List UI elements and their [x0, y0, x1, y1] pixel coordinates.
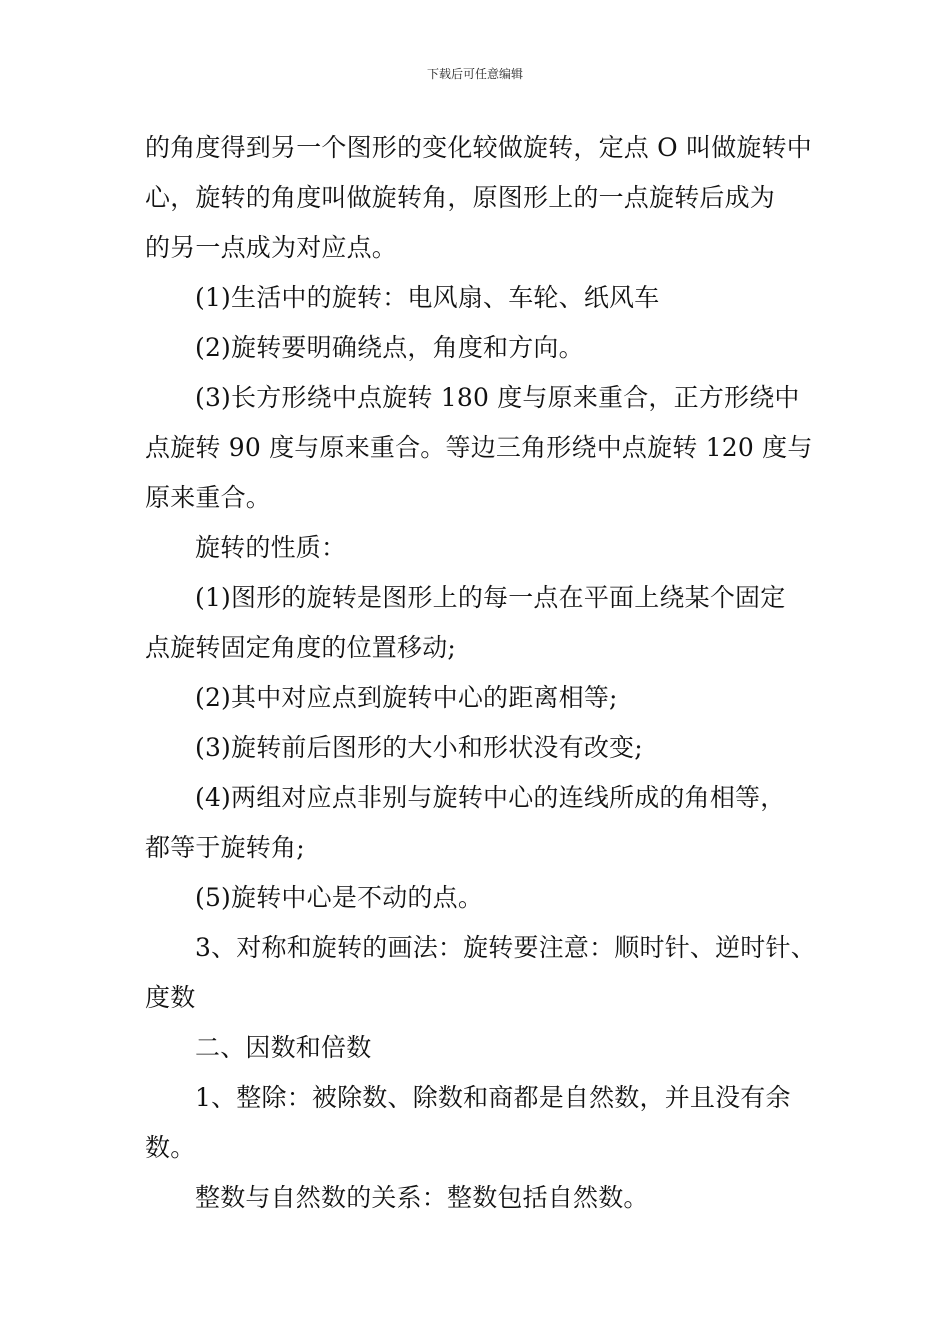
text-line: 旋转的性质： — [195, 533, 347, 562]
text-line: 3、对称和旋转的画法：旋转要注意：顺时针、逆时针、 — [195, 933, 816, 962]
text-line: (3)旋转前后图形的大小和形状没有改变; — [195, 733, 643, 762]
text-line: (1)生活中的旋转：电风扇、车轮、纸风车 — [195, 283, 660, 312]
text-line: 的另一点成为对应点。 — [145, 233, 398, 262]
text-line: 度数 — [145, 983, 196, 1012]
text-line: 数。 — [145, 1133, 196, 1162]
text-line: 二、因数和倍数 — [195, 1033, 372, 1062]
page-header: 下载后可任意编辑 — [426, 67, 523, 81]
text-line: 的角度得到另一个图形的变化较做旋转，定点 O 叫做旋转中 — [145, 133, 812, 162]
text-line: 点旋转固定角度的位置移动; — [145, 633, 457, 662]
text-line: 整数与自然数的关系：整数包括自然数。 — [195, 1183, 649, 1212]
text-line: (3)长方形绕中点旋转 180 度与原来重合，正方形绕中 — [195, 383, 800, 412]
text-line: 都等于旋转角; — [145, 833, 305, 862]
text-line: 心，旋转的角度叫做旋转角，原图形上的一点旋转后成为 — [145, 183, 776, 212]
text-line: 点旋转 90 度与原来重合。等边三角形绕中点旋转 120 度与 — [145, 433, 813, 462]
text-line: (5)旋转中心是不动的点。 — [195, 883, 484, 912]
text-line: (1)图形的旋转是图形上的每一点在平面上绕某个固定 — [195, 583, 786, 612]
text-line: 1、整除：被除数、除数和商都是自然数，并且没有余 — [195, 1083, 791, 1112]
text-line: (2)旋转要明确绕点，角度和方向。 — [195, 333, 584, 362]
text-line: (2)其中对应点到旋转中心的距离相等; — [195, 683, 618, 712]
text-line: (4)两组对应点非别与旋转中心的连线所成的角相等， — [195, 783, 786, 812]
text-line: 原来重合。 — [145, 483, 272, 512]
